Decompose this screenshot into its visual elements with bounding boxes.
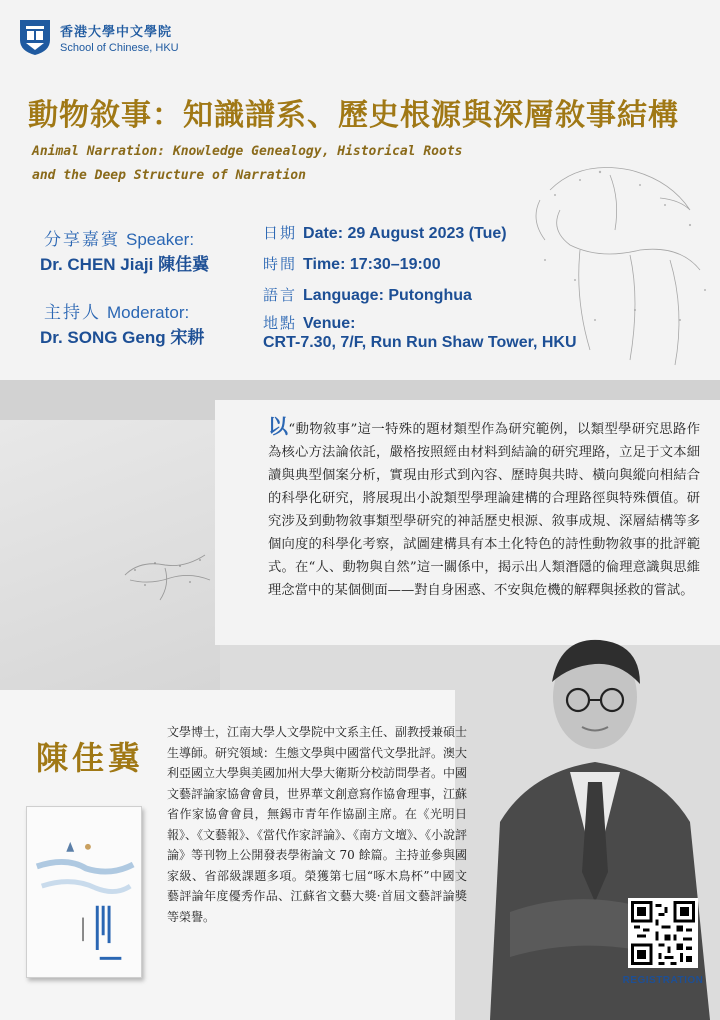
abstract-first-char: 以 [268, 414, 289, 438]
event-venue [263, 334, 577, 352]
lang-value: Language: Putonghua [303, 287, 472, 304]
speaker-label-en: Speaker: [126, 230, 195, 249]
moderator-name: Dr. SONG Geng 宋耕 [40, 328, 205, 347]
date-value: Date: 29 August 2023 (Tue) [303, 225, 507, 242]
moderator-label [44, 298, 189, 323]
date-label-zh: 日期 [263, 225, 298, 242]
logo-name-zh: 香港大學中文學院 [60, 23, 173, 39]
abstract-text [268, 415, 700, 602]
time-value: Time: 17:30–19:00 [303, 256, 441, 273]
time-label-zh: 時間 [263, 256, 298, 273]
moderator-label-zh: 主持人 [44, 303, 101, 323]
bio-text: 文學博士，江南大學人文學院中文系主任、副教授兼碩士生導師。研究領域：生態文學與中國當代文學批評。澳大利亞國立大學與美國加州大學大衛斯分校訪問學者。中國文藝評論家協會會員，世界華文創意寫作協會理事，江蘇省作家協會會員，無錫市青年作協副主席。在《光明日報》、《文藝報》、《當代作家評論》、《南方文壇》、《小說評論》等刊物上公開發表學術論文 70 餘篇。主持並參與國家級、省部級課題多項。榮獲第七屆“啄木鳥杯”中國文藝評論年度優秀作品、江蘇省文藝大獎·首屆文藝評論獎等榮譽。 [167, 725, 468, 924]
abstract-body: “動物敘事”這一特殊的題材類型作為研究範例，以類型學研究思路作為核心方法論依託，嚴格按照經由材料到結論的研究理路，立足于文本細讀與典型個案分析，實現由形式到內容、歷時與共時、橫向與縱向相結合的科學化研究，將展現出小說類型學理論建構的合理路徑與特殊價值。研究涉及到動物敘事類型學研究的神話歷史根源、敘事成規、深層結構等多個向度的科學化考察，試圖建構具有本土化特色的詩性動物敘事的批評範式。在“人、動物與自然”這一關係中，揭示出人類潛隱的倫理意識與思維理念當中的某個側面——對自身困惑、不安與危機的解釋與拯救的嘗試。 [268, 422, 700, 598]
title-zh: 動物敘事：知識譜系、歷史根源與深層敘事結構 [28, 98, 679, 133]
book-cover-image [26, 806, 142, 978]
event-language [263, 284, 472, 305]
speaker-name: Dr. CHEN Jiaji 陳佳冀 [40, 255, 210, 274]
hku-logo[interactable] [18, 18, 179, 56]
registration-label: REGISTRATION [622, 975, 704, 986]
event-date [263, 222, 507, 243]
logo-name-en: School of Chinese, HKU [60, 41, 179, 54]
venue-value: CRT-7.30, 7/F, Run Run Shaw Tower, HKU [263, 334, 577, 351]
hku-crest-icon [18, 18, 52, 56]
speaker-label [44, 225, 194, 250]
event-time [263, 253, 441, 274]
title-en-line2: and the Deep Structure of Narration [32, 168, 306, 183]
bird-sketch-illustration [110, 530, 220, 610]
registration-qr-code[interactable] [628, 898, 698, 968]
qr-code-icon [631, 901, 695, 965]
lang-label-zh: 語言 [263, 287, 298, 304]
venue-label-zh: 地點 [263, 315, 298, 332]
moderator-label-en: Moderator: [107, 303, 190, 322]
title-en [32, 140, 552, 188]
title-en-line1: Animal Narration: Knowledge Genealogy, Historical Roots [32, 144, 463, 159]
event-venue-label [263, 312, 355, 333]
bio-name: 陳佳冀 [36, 739, 145, 777]
speaker-label-zh: 分享嘉賓 [44, 230, 120, 250]
venue-label-en: Venue: [303, 315, 356, 332]
